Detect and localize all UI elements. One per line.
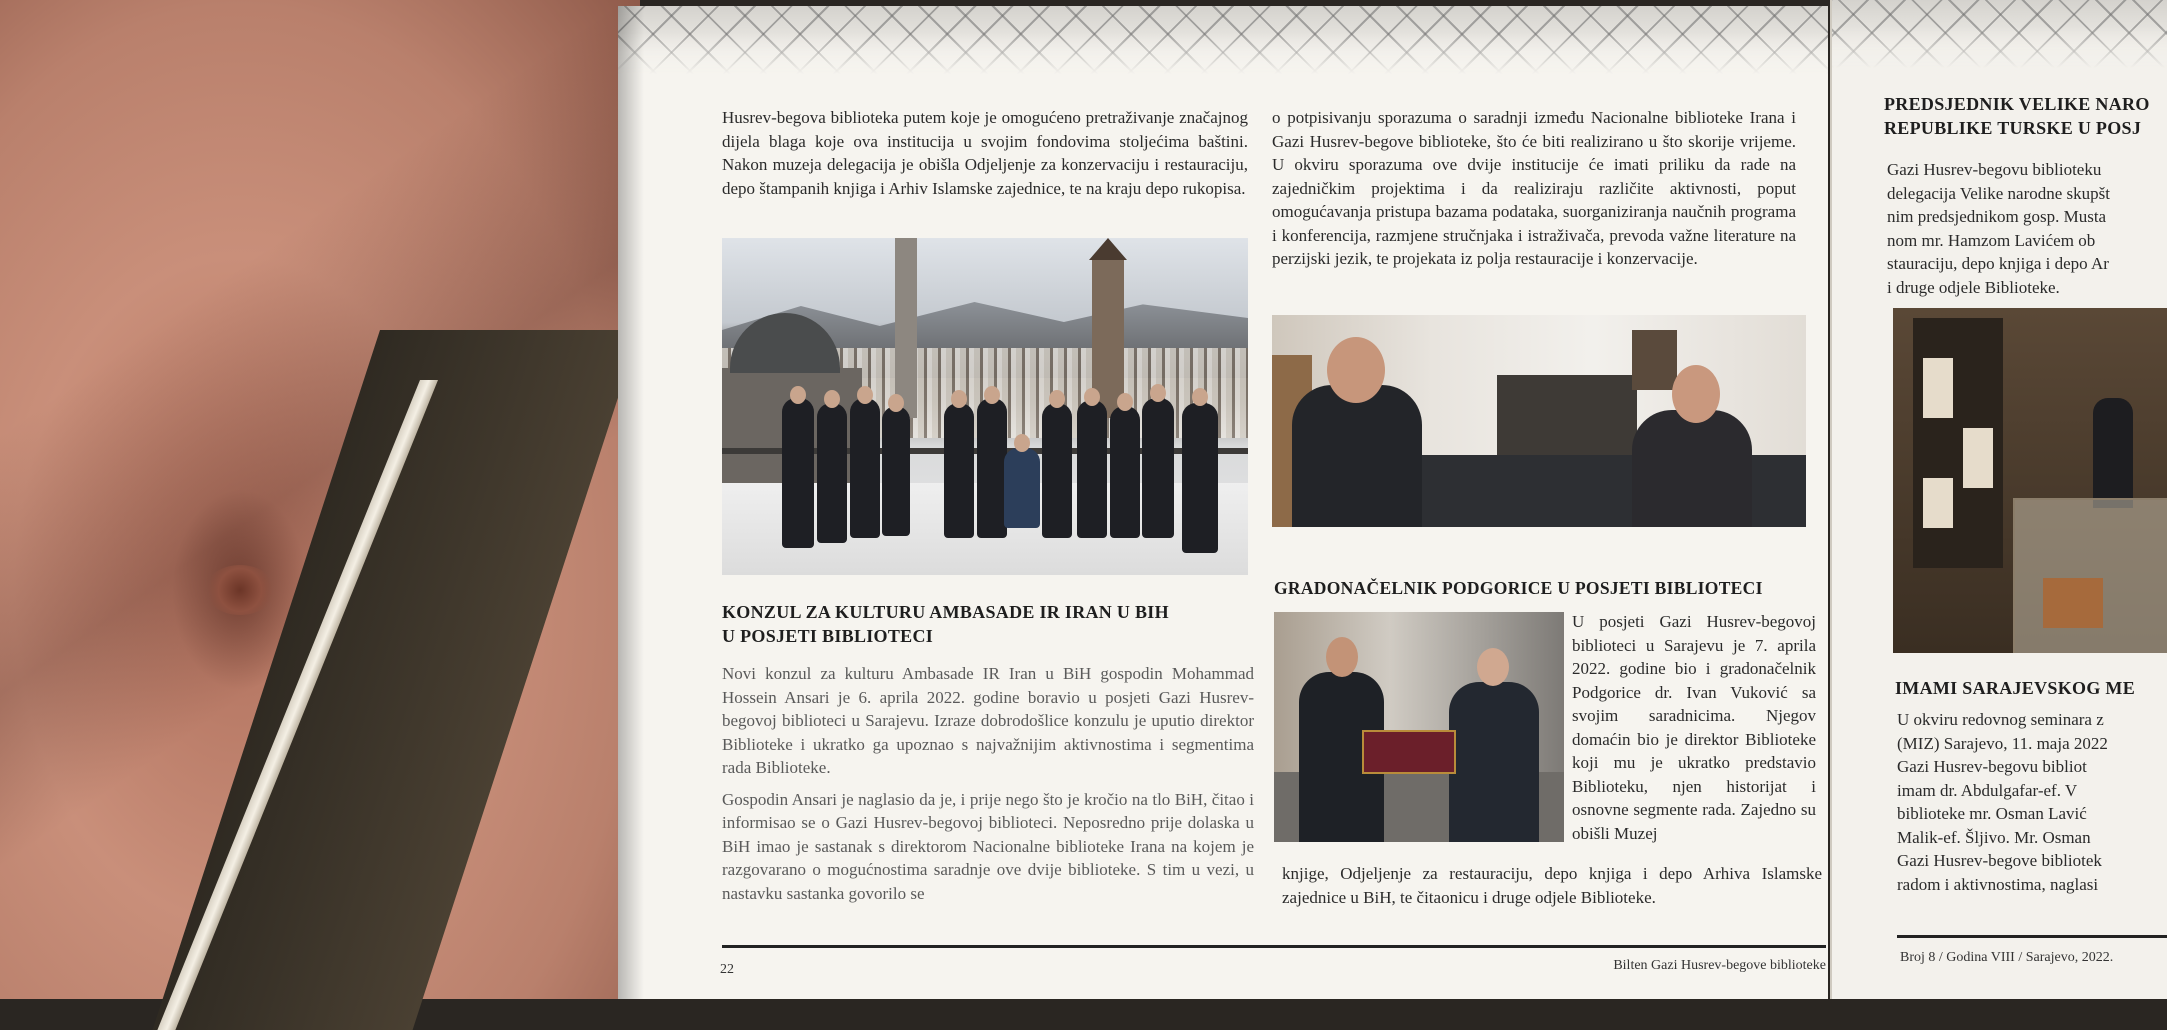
decorative-pattern-border-right: [1832, 0, 2167, 68]
footer-title: Bilten Gazi Husrev-begove biblioteke: [1613, 958, 1826, 973]
right-heading-2: IMAMI SARAJEVSKOG ME: [1895, 678, 2136, 698]
col2-intro: o potpisivanju sporazuma o saradnji između Nacionalne biblioteke Irana i Gazi Husrev-begove biblioteke, što će biti realizirano u što skorije vrijeme. U okviru sporazuma ove dvije institucije će imati priliku da rade na zajedničkim projektima i da realiziraju različite aktivnosti, poput omogućavanja pristupa bazama podataka, suorganiziranja naučnih programa i konferencija, razmjene stručnjaka i istraživača, prevoda važne literature na perzijski jezik, te projekata iz polja restauracije i konzervacije.: [1272, 108, 1796, 268]
photo-mayor-visit: [1274, 612, 1564, 842]
article2-heading: GRADONAČELNIK PODGORICE U POSJETI BIBLIOTECI: [1274, 578, 1763, 598]
col1-intro: Husrev-begova biblioteka putem koje je omogućeno pretraživanje značajnog dijela blaga koje ova institucija u svojim fondovima stoljećima baštini. Nakon muzeja delegacija je obišla Odjeljenje za konzervaciju i restauraciju, depo štampanih knjiga i Arhiv Islamske zajednice, te na kraju depo rukopisa.: [722, 108, 1248, 198]
right-footer: Broj 8 / Godina VIII / Sarajevo, 2022.: [1900, 950, 2114, 965]
right-text-2: U okviru redovnog seminara z (MIZ) Sarajevo, 11. maja 2022 Gazi Husrev-begovu bibliot imam dr. Abdulgafar-ef. V biblioteke mr. Osman Lavić Malik-ef. Šljivo. Mr. Osman Gazi Husrev-begove bibliotek radom i aktivnostima, naglasi: [1897, 710, 2108, 894]
right-footer-rule: [1897, 935, 2167, 938]
article2-body-full: knjige, Odjeljenje za restauraciju, depo knjiga i depo Arhiva Islamske zajednice u BiH, te čitaonicu i druge odjele Biblioteke.: [1282, 864, 1822, 907]
footer-rule: [722, 945, 1826, 948]
decorative-pattern-border: [618, 6, 1828, 74]
article1-heading: KONZUL ZA KULTURU AMBASADE IR IRAN U BIH U POSJETI BIBLIOTECI: [722, 602, 1169, 646]
page-number: 22: [720, 962, 734, 977]
photo-delegation-terrace: [722, 238, 1248, 575]
page-shadow: [618, 6, 644, 999]
right-text-1: Gazi Husrev-begovu biblioteku delegacija Velike narodne skupšt nim predsjednikom gosp. Musta nom mr. Hamzom Lavićem ob stauraciju, depo knjiga i depo Ar i druge odjele Biblioteke.: [1887, 160, 2110, 297]
photo-museum-exhibit: [1893, 308, 2167, 653]
sofa-button: [205, 565, 275, 615]
right-heading-1: PREDSJEDNIK VELIKE NARO REPUBLIKE TURSKE U POSJ: [1884, 94, 2150, 138]
photo-meeting-office: [1272, 315, 1806, 527]
article1-body: Novi konzul za kulturu Ambasade IR Iran u BiH gospodin Mohammad Hossein Ansari je 6. aprila 2022. godine boravio u posjeti Gazi Husrev-begovoj biblioteci u Sarajevu. Izraze dobrodošlice konzulu je uputio direktor Biblioteke i ukratko ga upoznao s najvažnijim aktivnostima i segmentima rada Biblioteke. Gospodin Ansari je naglasio da je, i prije nego što je kročio na tlo BiH, čitao i informisao se o Gazi Husrev-begovoj biblioteci. Neposredno prije dolaska u BiH imao je sastanak s direktorom Nacionalne biblioteke Irana na kojem je razgovarano o mogućnostima saradnje ove dvije biblioteke. S tim u vezi, u nastavku sastanka govorilo se: [722, 664, 1254, 903]
article2-body-side: U posjeti Gazi Husrev-begovoj biblioteci u Sarajevu je 7. aprila 2022. godine bio i gradonačelnik Podgorice dr. Ivan Vuković sa svojim saradnicima. Njegov domaćin bio je direktor Biblioteke koji mu je ukratko predstavio Biblioteku, njen historijat i osnovne segmente rada. Zajedno su obišli Muzej: [1572, 612, 1816, 843]
